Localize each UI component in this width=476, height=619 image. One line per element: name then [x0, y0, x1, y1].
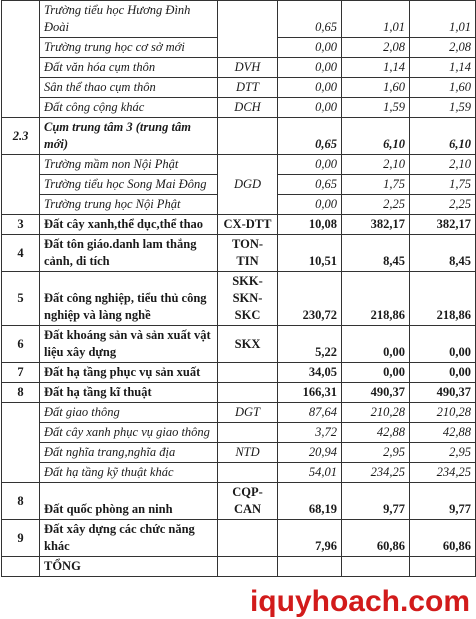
- value-current: 0,65: [278, 1, 342, 38]
- table-row: [2, 78, 476, 98]
- value-current: 0,00: [278, 38, 342, 58]
- row-name: Đất xây dựng các chức năng khác: [40, 520, 218, 557]
- value-total: 1,60: [410, 78, 476, 98]
- row-name: Trường tiểu học Hương Đình Đoài: [40, 1, 218, 38]
- value-planned: 2,25: [342, 195, 410, 215]
- value-current: 87,64: [278, 403, 342, 423]
- row-name: Trường mầm non Nội Phật: [40, 155, 218, 175]
- row-name: Trường tiểu học Song Mai Đông: [40, 175, 218, 195]
- value-planned: 9,77: [342, 483, 410, 520]
- value-planned: 490,37: [342, 383, 410, 403]
- row-number: 9: [2, 520, 40, 557]
- row-code: NTD: [218, 443, 278, 463]
- total-label: TỔNG: [40, 557, 218, 577]
- value-planned: 60,86: [342, 520, 410, 557]
- value-planned: 234,25: [342, 463, 410, 483]
- value-total: 2,08: [410, 38, 476, 58]
- value-current: 20,94: [278, 443, 342, 463]
- row-code: SKX: [218, 326, 278, 363]
- row-code: DTT: [218, 78, 278, 98]
- table-row: [2, 443, 476, 463]
- value-total: 9,77: [410, 483, 476, 520]
- value-planned: 1,60: [342, 78, 410, 98]
- row-number: 8: [2, 483, 40, 520]
- value-total: 1,14: [410, 58, 476, 78]
- value-total: 0,00: [410, 326, 476, 363]
- value-total: 490,37: [410, 383, 476, 403]
- row-number: 7: [2, 363, 40, 383]
- value-planned: 6,10: [342, 118, 410, 155]
- table-row: [2, 383, 476, 403]
- table-row: [2, 463, 476, 483]
- row-name: Trường trung học Nội Phật: [40, 195, 218, 215]
- value-current: 5,22: [278, 326, 342, 363]
- table-row: [2, 58, 476, 78]
- row-code: DGT: [218, 403, 278, 423]
- row-code: CQP-CAN: [218, 483, 278, 520]
- value-planned: 2,95: [342, 443, 410, 463]
- row-name: Đất quốc phòng an ninh: [40, 483, 218, 520]
- value-current: 3,72: [278, 423, 342, 443]
- row-name: Đất nghĩa trang,nghĩa địa: [40, 443, 218, 463]
- row-name: Đất khoáng sản và sản xuất vật liệu xây dựng: [40, 326, 218, 363]
- value-planned: 1,59: [342, 98, 410, 118]
- row-name: Đất hạ tầng phục vụ sản xuất: [40, 363, 218, 383]
- row-name: Đất hạ tầng kỹ thuật khác: [40, 463, 218, 483]
- row-name: Đất giao thông: [40, 403, 218, 423]
- value-total: 234,25: [410, 463, 476, 483]
- value-current: 7,96: [278, 520, 342, 557]
- row-name: Đất cây xanh,thể dục,thể thao: [40, 215, 218, 235]
- value-planned: 42,88: [342, 423, 410, 443]
- value-total: 218,86: [410, 272, 476, 326]
- row-name: Đất công nghiệp, tiểu thủ công nghiệp và làng nghề: [40, 272, 218, 326]
- value-total: 2,95: [410, 443, 476, 463]
- row-name: Trường trung học cơ sở mới: [40, 38, 218, 58]
- row-name: Cụm trung tâm 3 (trung tâm mới): [40, 118, 218, 155]
- value-current: 34,05: [278, 363, 342, 383]
- value-current: 0,00: [278, 195, 342, 215]
- value-planned: 218,86: [342, 272, 410, 326]
- row-code: DGD: [218, 155, 278, 215]
- value-total: 6,10: [410, 118, 476, 155]
- row-name: Đất công cộng khác: [40, 98, 218, 118]
- value-total: 2,10: [410, 155, 476, 175]
- value-total: 0,00: [410, 363, 476, 383]
- table-row: [2, 423, 476, 443]
- value-current: 230,72: [278, 272, 342, 326]
- table-row: [2, 363, 476, 383]
- table-row: [2, 403, 476, 423]
- value-current: 68,19: [278, 483, 342, 520]
- land-use-table: [1, 0, 476, 577]
- row-number: 5: [2, 272, 40, 326]
- value-planned: 8,45: [342, 235, 410, 272]
- value-planned: 1,14: [342, 58, 410, 78]
- value-current: 10,08: [278, 215, 342, 235]
- table-row: [2, 155, 476, 175]
- row-code: SKK-SKN-SKC: [218, 272, 278, 326]
- value-planned: 0,00: [342, 326, 410, 363]
- table-row: [2, 326, 476, 363]
- value-current: 0,00: [278, 58, 342, 78]
- row-code: DCH: [218, 98, 278, 118]
- table-row-total: [2, 557, 476, 577]
- watermark-logo: iquyhoach.com: [249, 585, 470, 618]
- row-code: CX-DTT: [218, 215, 278, 235]
- value-planned: 0,00: [342, 363, 410, 383]
- value-planned: 382,17: [342, 215, 410, 235]
- value-total: 210,28: [410, 403, 476, 423]
- row-number: 3: [2, 215, 40, 235]
- table-row: [2, 1, 476, 38]
- table-row: [2, 38, 476, 58]
- value-current: 0,00: [278, 155, 342, 175]
- value-current: 0,65: [278, 118, 342, 155]
- row-name: Đất văn hóa cụm thôn: [40, 58, 218, 78]
- value-planned: 1,75: [342, 175, 410, 195]
- value-total: 1,75: [410, 175, 476, 195]
- table-row: [2, 483, 476, 520]
- row-code: TON-TIN: [218, 235, 278, 272]
- value-planned: 2,08: [342, 38, 410, 58]
- row-name: Đất tôn giáo.danh lam thắng cảnh, di tích: [40, 235, 218, 272]
- row-name: Đất cây xanh phục vụ giao thông: [40, 423, 218, 443]
- table-row: [2, 520, 476, 557]
- row-number: 4: [2, 235, 40, 272]
- value-total: 1,01: [410, 1, 476, 38]
- row-number: 8: [2, 383, 40, 403]
- value-current: 166,31: [278, 383, 342, 403]
- value-planned: 1,01: [342, 1, 410, 38]
- row-number: 2.3: [2, 118, 40, 155]
- value-planned: 2,10: [342, 155, 410, 175]
- row-code: DVH: [218, 58, 278, 78]
- value-current: 0,00: [278, 78, 342, 98]
- value-current: 0,00: [278, 98, 342, 118]
- value-total: 60,86: [410, 520, 476, 557]
- value-total: 2,25: [410, 195, 476, 215]
- table-row: [2, 272, 476, 326]
- value-planned: 210,28: [342, 403, 410, 423]
- value-total: 8,45: [410, 235, 476, 272]
- table-row: [2, 98, 476, 118]
- value-total: 1,59: [410, 98, 476, 118]
- row-name: Đất hạ tầng kĩ thuật: [40, 383, 218, 403]
- table-row: [2, 235, 476, 272]
- value-total: 42,88: [410, 423, 476, 443]
- row-name: Sân thể thao cụm thôn: [40, 78, 218, 98]
- table-row: [2, 118, 476, 155]
- row-number: 6: [2, 326, 40, 363]
- value-current: 54,01: [278, 463, 342, 483]
- value-current: 10,51: [278, 235, 342, 272]
- value-total: 382,17: [410, 215, 476, 235]
- table-row: [2, 215, 476, 235]
- value-current: 0,65: [278, 175, 342, 195]
